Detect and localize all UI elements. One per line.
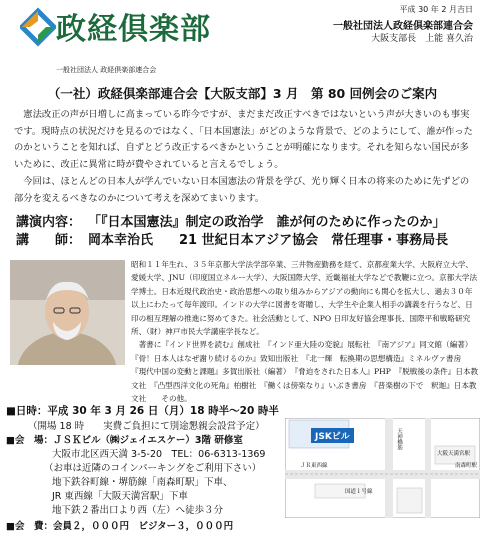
intro-paragraph-2: 今回は、ほとんどの日本人が学んでいない日本国憲法の背景を学び、光り輝く日本の将来のために先ずどの部分を変えるべきなのかについて考えを深めてまいります。 — [14, 176, 470, 204]
speaker-biography — [131, 258, 479, 405]
map-station-label: 南森町駅 — [455, 463, 478, 469]
map-road-label: 国道１号線 — [345, 489, 373, 495]
page-title: （一社）政経倶楽部連合会【大阪支部】3 月 第 80 回例会のご案内 — [47, 86, 438, 101]
map-jr-label: ＪＲ東西線 — [300, 463, 328, 469]
bio-publications: 著書に『インド世界を読む』創成社 『インド亜大陸の変貌』展転社 『南アジア』同文館（編著）『骨！日本人はなぜ謝り続けるのか』致知出版社 『北一輝 転換期の思想構造』ミネルヴァ書房 『現代中国の変動と課題』多賀出版社（編著） 『脅迫をされた日本人』PHP 『脱戦後の条件』日本教文社 『凸型西洋文化の死角』柏樹社 『働くは傍楽なり』いぶき書房 『普楽樹の下で 釈迦』日本教文社 その他。 — [131, 340, 479, 404]
branch-chief: 大阪支部長 上能 喜久治 — [371, 34, 473, 44]
map-building-label: JSKビル — [311, 428, 354, 443]
logo-subtitle: 一般社団法人 政経倶楽部連合会 — [56, 66, 157, 74]
event-datetime: ■日時：平成 30 年 3 月 26 日（月）18 時半～20 時半 — [6, 405, 279, 417]
issue-date: 平成 30 年 2 月吉日 — [399, 5, 473, 14]
parking-note: （お車は近隣のコインパーキングをご利用下さい） — [44, 463, 262, 474]
opening-note: （開場 18 時 実費ご負担にて別途懇親会設営予定） — [28, 421, 265, 432]
speaker-label: 講 師： — [16, 233, 82, 248]
venue: ■会 場：ＪＳＫビル（㈱ジェイエスケー）3階 研修室 — [6, 435, 243, 446]
map-street-label: 天神橋筋 — [396, 428, 402, 450]
access-jr: JR 東西線「大阪天満宮駅」下車 — [52, 491, 188, 502]
access-subway: 地下鉄谷町線・堺筋線「南森町駅」下車、 — [52, 477, 233, 488]
speaker-name: 岡本幸治氏 21 世紀日本アジア協会 常任理事・事務局長 — [88, 233, 449, 248]
logo-icon — [20, 7, 56, 47]
access-walk: 地下鉄２番出口より西（左）へ徒歩３分 — [52, 505, 224, 516]
content-label: 講演内容： — [16, 215, 82, 230]
logo-title: 政経倶楽部 — [56, 12, 211, 47]
fee: ■会 費：会員２，０００円 ビジター３，０００円 — [6, 521, 234, 532]
speaker-photo — [10, 260, 125, 365]
lecture-title: 「『日本国憲法』制定の政治学 誰が何のために作ったのか」 — [88, 215, 446, 230]
organization-name: 一般社団法人政経倶楽部連合会 — [333, 21, 473, 32]
bio-career: 昭和１１年生れ、３５年京都大学法学部卒業、三井物産勤務を経て、京都産業大学、大阪府立大学、愛媛大学、JNU（印度国立ネルー大学）、大阪国際大学、近畿福祉大学などで教鞭に立つ。京都大学法学博士。日本近現代政治史・政治思想への取り組みからアジアの動向にも関心を拡大し、過去３０年以上にわたって毎年渡印。インドの大学に図書を寄贈し、大学生や企業人相手の講義を行うなど、日印の相互理解の推進に努めてきた。社会活動として、NPO 日印友好協会理事長、国際平和戦略研究所、（財）神戸市民大学講座学長など。 — [131, 260, 478, 337]
map-jr-station-label: 大阪天満宮駅 — [437, 451, 471, 457]
intro-paragraph-1: 憲法改正の声が日増しに高まっている昨今ですが、まだまだ改正すべきではないという声が大きいのも事実です。現時点の状況だけを見るのではなく、「日本国憲法」がどのような背景で、どのようにして、誰が作ったのかということを知れば、自ずとどう改正するべきかということが明確になります。それを知らない国民が多いために、改正に異常に時が費やされていると言えるでしょう。 — [14, 109, 473, 170]
address: 大阪市北区西天満 3-5-20 TEL：06-6313-1369 — [52, 449, 266, 460]
